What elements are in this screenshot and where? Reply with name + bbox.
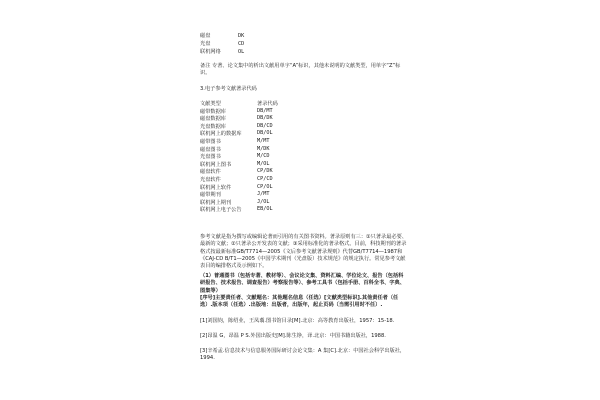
media-code-name: 光盘 <box>200 41 211 47</box>
row-code: M/DK <box>257 145 270 152</box>
note-paragraph: 备注 专著、论文集中的析出文献用单字“A”标识，其他未说明的文献类型，用单字“Z”标识。 <box>200 63 401 77</box>
row-code: DB/DK <box>257 115 273 122</box>
section-title: 3.电子参考文献著录代码 <box>200 86 257 92</box>
row-type: 联机网上电子公告 <box>200 207 242 214</box>
row-code: CP/DK <box>257 168 273 175</box>
row-code: M/MT <box>257 137 270 144</box>
bold-item: [序号]主要责任者、文献题名：其他题名信息（任选）[文献类型标识].其他责任者（任选）.版本项（任选）.出版地：出版者，出版年，起止页码（当需引用时不任）. <box>200 295 399 309</box>
row-code: DB/CD <box>257 122 273 129</box>
row-type: 磁带图书 <box>200 138 221 145</box>
row-code: CP/OL <box>257 183 273 190</box>
reference-item: [3]辛希孟.信息技术与信息服务国际研讨会论文集：A 集[C].北京：中国社会科学出版社，1994. <box>200 348 406 362</box>
row-type: 磁盘软件 <box>200 169 221 176</box>
row-type: 磁带期刊 <box>200 192 221 199</box>
row-code: CP/CD <box>257 175 273 182</box>
row-code: DB/MT <box>257 107 273 114</box>
row-type: 联机网上期刊 <box>200 199 232 206</box>
row-type: 联机网上软件 <box>200 184 232 191</box>
reference-item: [2]昂温 G，昂温 P S.外国出版史[M].陈生铮，译.北京：中国书籍出版社，1988. <box>200 333 386 339</box>
row-type: 联机网上图书 <box>200 161 232 168</box>
row-type: 磁带数据库 <box>200 108 226 115</box>
row-type: 光盘图书 <box>200 154 221 161</box>
row-type: 光盘数据库 <box>200 123 226 130</box>
media-code-name: 联机网络 <box>200 49 221 55</box>
reference-item: [1]刘国钧，陈绍业，王凤翥.图书馆目录[M].北京：高等教育出版社，1957：15-18. <box>200 318 395 324</box>
media-code-value: CD <box>238 41 245 47</box>
row-code: DB/OL <box>257 130 273 137</box>
header-type: 文献类型 <box>200 101 221 107</box>
row-type: 光盘软件 <box>200 176 221 183</box>
media-code-value: OL <box>238 49 245 55</box>
row-type: 磁盘图书 <box>200 146 221 153</box>
header-code: 著录代码 <box>257 101 278 107</box>
row-code: M/OL <box>257 160 270 167</box>
row-code: EB/OL <box>257 206 273 213</box>
body-paragraph: 参考文献是指为撰写或编辑论著而引用的有关图书资料。著录原则有三：①只著录最必要、最新的文献；②只著录公开发表的文献；③采用标准化的著录格式。目前，科技期刊的著录格式按最新标准GB/T7714—2005《文后参考文献著录规则》代替GB/T7714—1987和《CAJ-CD B/T1—2005《中国学术期刊（光盘版）技术规范》的规定执行。常见参考文献表目的编排格式及示例如下。 <box>200 234 407 270</box>
media-code-name: 磁盘 <box>200 33 211 39</box>
row-code: J/OL <box>257 198 270 205</box>
row-type: 磁盘数据库 <box>200 116 226 123</box>
bold-item: （1）普通图书（包括专著、教材等）、会议论文集、资料汇编、学位论文、报告（包括科研报告、技术报告、调查报告）考察报告等）、参考工具书（包括手册、百科全书、字典、图集等） <box>200 273 405 294</box>
row-code: J/MT <box>257 191 270 198</box>
row-type: 联机网上的数据库 <box>200 131 242 138</box>
row-code: M/CD <box>257 153 270 160</box>
media-code-value: DK <box>238 33 245 39</box>
